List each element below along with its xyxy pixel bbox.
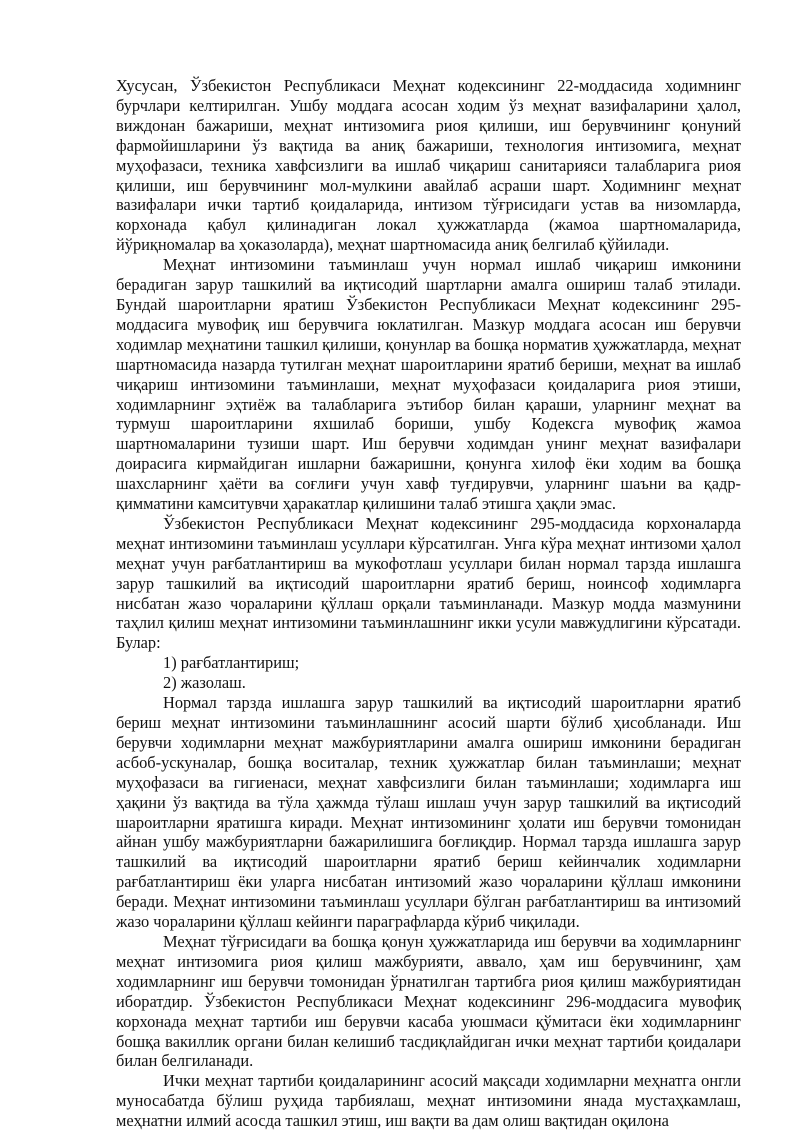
paragraph: Ички меҳнат тартиби қоидаларининг асосий мақсади ходимларни меҳнатга онгли муносабатда бўлиш руҳида тарбиялаш, меҳнат интизомини янада мустаҳкамлаш, меҳнатни илмий асосда ташкил этиш, иш вақти ва дам олиш вақтидан оқилона	[116, 1071, 741, 1131]
paragraph: Хусусан, Ўзбекистон Республикаси Меҳнат кодексининг 22-моддасида ходимнинг бурчлари келтирилган. Ушбу моддага асосан ходим ўз меҳнат вазифаларини ҳалол, виждонан бажариши, меҳнат интизомига риоя қилиши, иш берувчининг қонуний фармойишларини ўз вақтида ва аниқ бажариши, технология интизомига, меҳнат муҳофазаси, техника хавфсизлиги ва ишлаб чиқариш санитарияси талабларига риоя қилиши, иш берувчининг мол-мулкини авайлаб асраши шарт. Ходимнинг меҳнат вазифалари ички тартиб қоидаларида, интизом тўғрисидаги устав ва низомларда, корхонада қабул қилинадиган локал ҳужжатларда (жамоа шартномаларида, йўриқномалар ва ҳоказоларда), меҳнат шартномасида аниқ белгилаб қўйилади.	[116, 76, 741, 255]
document-body	[116, 76, 741, 1131]
list-item: 2) жазолаш.	[163, 673, 246, 693]
paragraph: Меҳнат тўғрисидаги ва бошқа қонун ҳужжатларида иш берувчи ва ходимларнинг меҳнат интизомига риоя қилиш мажбурияти, аввало, ҳам иш берувчининг, ҳам ходимларнинг иш берувчи томонидан ўрнатилган тартибга риоя қилиш мажбуриятидан иборатдир. Ўзбекистон Республикаси Меҳнат кодексининг 296-моддасига мувофиқ корхонада меҳнат тартиби иш берувчи касаба уюшмаси қўмитаси ёки ходимларнинг бошқа вакиллик органи билан келишиб тасдиқлайдиган ички меҳнат тартиби қоидалари билан белгиланади.	[116, 931, 741, 1071]
list-item: 1) рағбатлантириш;	[163, 653, 300, 673]
paragraph: Нормал тарзда ишлашга зарур ташкилий ва иқтисодий шароитларни яратиб бериш меҳнат интизомини таъминлашнинг асосий шарти бўлиб ҳисобланади. Иш берувчи ходимларни меҳнат мажбуриятларини амалга ошириш имконини берадиган асбоб-ускуналар, бошқа воситалар, техник ҳужжатлар билан таъминлаши; меҳнат муҳофазаси ва гигиенаси, меҳнат хавфсизлиги билан таъминлаши; ходимларга иш ҳақини ўз вақтида ва тўла ҳажмда тўлаш ишлаш учун зарур ташкилий ва иқтисодий шароитларни яратишга киради. Меҳнат интизомининг ҳолати иш берувчи томонидан айнан ушбу мажбуриятларни бажарилишига боғлиқдир. Нормал тарзда ишлашга зарур ташкилий ва иқтисодий шароитларни яратиб бериш кейинчалик ходимларни рағбатлантириш ёки уларга нисбатан интизомий жазо чораларини қўллаш имконини беради. Меҳнат интизомини таъминлаш усуллари бўлган рағбатлантириш ва интизомий жазо чораларини қўллаш кейинги параграфларда кўриб чиқилади.	[116, 693, 741, 932]
paragraph: Меҳнат интизомини таъминлаш учун нормал ишлаб чиқариш имконини берадиган зарур ташкилий ва иқтисодий шартларни амалга ошириш талаб этилади. Бундай шароитларни яратиш Ўзбекистон Республикаси Меҳнат кодексининг 295-моддасига мувофиқ иш берувчига юклатилган. Мазкур моддага асосан иш берувчи ходимлар меҳнатини ташкил қилиши, қонунлар ва бошқа норматив ҳужжатларда, меҳнат шартномасида назарда тутилган меҳнат шароитларини яратиб бериши, меҳнат ва ишлаб чиқариш интизомини таъминлаши, меҳнат муҳофазаси қоидаларига риоя этиши, ходимларнинг эҳтиёж ва талабларига эътибор билан қараши, уларнинг меҳнат ва турмуш шароитларини яхшилаб бориши, ушбу Кодексга мувофиқ жамоа шартномаларини тузиши шарт. Иш берувчи ходимдан унинг меҳнат вазифалари доирасига кирмайдиган ишларни бажаришни, қонунга хилоф ёки ходим ва бошқа шахсларнинг ҳаёти ва соғлиғи учун хавф туғдирувчи, уларнинг шаъни ва қадр-қимматини камситувчи ҳаракатлар қилишини талаб этишга ҳақли эмас.	[116, 255, 741, 514]
paragraph: Ўзбекистон Республикаси Меҳнат кодексининг 295-моддасида корхоналарда меҳнат интизомини таъминлаш усуллари кўрсатилган. Унга кўра меҳнат интизоми ҳалол меҳнат учун рағбатлантириш ва мукофотлаш усуллари билан нормал тарзда ишлашга зарур ташкилий ва иқтисодий шароитларни яратиб бериш, ноинсоф ходимларга нисбатан жазо чораларини қўллаш орқали таъминланади. Мазкур модда мазмунини таҳлил қилиш меҳнат интизомини таъминлашнинг икки усули мавжудлигини кўрсатади. Булар:	[116, 513, 741, 653]
